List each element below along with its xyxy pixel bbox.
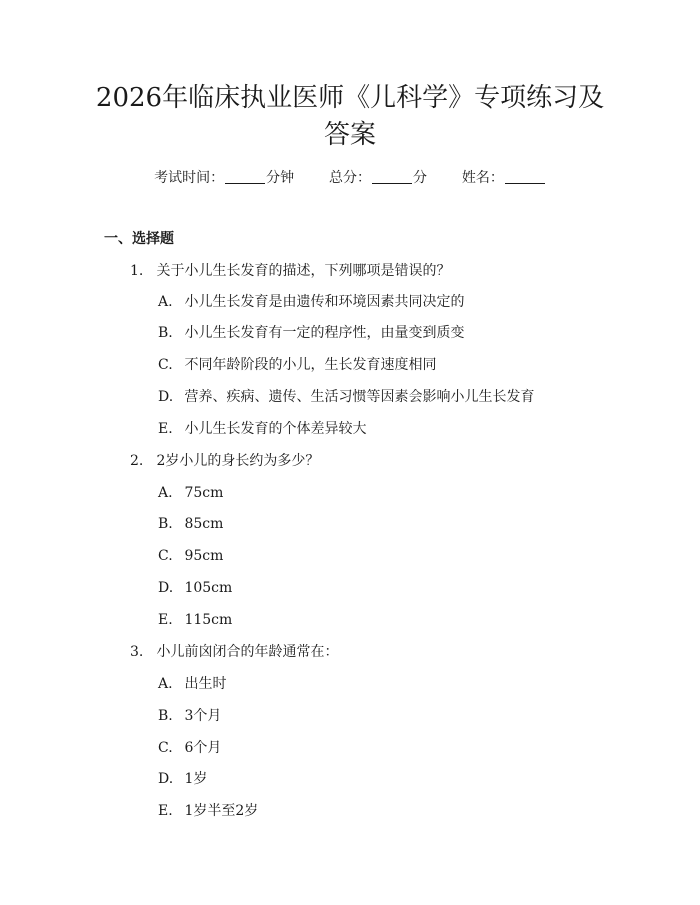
option-letter: A. — [158, 676, 173, 692]
option-letter: E. — [158, 612, 173, 628]
q3-option-a — [158, 674, 226, 694]
question-text: 小儿前囟闭合的年龄通常在： — [156, 644, 339, 660]
question-1 — [130, 261, 450, 281]
option-letter: D. — [158, 389, 174, 405]
total-score-unit: 分 — [413, 170, 427, 186]
question-number: 2. — [130, 453, 144, 469]
name-label: 姓名： — [461, 170, 504, 186]
question-text: 2岁小儿的身长约为多少？ — [156, 453, 320, 469]
option-letter: C. — [158, 740, 173, 756]
q2-option-d — [158, 578, 232, 598]
exam-time-label: 考试时间： — [154, 170, 225, 186]
exam-time-unit: 分钟 — [266, 170, 295, 186]
option-text: 小儿生长发育有一定的程序性，由量变到质变 — [184, 325, 465, 341]
question-2 — [130, 451, 319, 471]
q2-option-a — [158, 483, 223, 503]
document-title-line-1: 2026年临床执业医师《儿科学》专项练习及 — [95, 83, 605, 113]
question-text: 关于小儿生长发育的描述，下列哪项是错误的？ — [156, 263, 451, 279]
q3-option-d — [158, 769, 207, 789]
option-letter: D. — [158, 771, 174, 787]
option-letter: E. — [158, 421, 173, 437]
q1-option-d — [158, 387, 534, 407]
option-letter: C. — [158, 548, 173, 564]
q3-option-c — [158, 738, 221, 758]
option-text: 小儿生长发育的个体差异较大 — [184, 421, 367, 437]
option-text: 105cm — [184, 580, 233, 596]
option-text: 出生时 — [184, 676, 227, 692]
option-letter: E. — [158, 803, 173, 819]
total-score-label: 总分： — [329, 170, 371, 186]
option-text: 85cm — [184, 516, 224, 532]
question-number: 1. — [130, 263, 144, 279]
option-letter: A. — [158, 294, 173, 310]
section-heading: 一、选择题 — [104, 231, 174, 247]
question-number: 3. — [130, 644, 144, 660]
option-text: 95cm — [184, 548, 224, 564]
option-text: 1岁半至2岁 — [184, 803, 259, 819]
option-text: 115cm — [184, 612, 233, 628]
document-title-line-2: 答案 — [323, 120, 376, 150]
option-text: 营养、疾病、遗传、生活习惯等因素会影响小儿生长发育 — [184, 389, 535, 405]
option-letter: B. — [158, 516, 173, 532]
option-letter: B. — [158, 325, 173, 341]
q3-option-b — [158, 706, 221, 726]
option-text: 75cm — [184, 485, 224, 501]
q2-option-e — [158, 610, 232, 630]
name-blank — [505, 169, 545, 184]
q3-option-e — [158, 801, 258, 821]
q2-option-b — [158, 514, 223, 534]
exam-time-blank — [225, 169, 265, 184]
q1-option-e — [158, 419, 366, 439]
q1-option-b — [158, 323, 464, 343]
option-text: 小儿生长发育是由遗传和环境因素共同决定的 — [184, 294, 465, 310]
q1-option-a — [158, 292, 464, 312]
option-letter: B. — [158, 708, 173, 724]
total-score-blank — [372, 169, 412, 184]
q2-option-c — [158, 546, 223, 566]
option-text: 6个月 — [184, 740, 222, 756]
option-text: 不同年龄阶段的小儿，生长发育速度相同 — [184, 357, 437, 373]
option-text: 1岁 — [184, 771, 208, 787]
question-3 — [130, 642, 338, 662]
option-letter: A. — [158, 485, 173, 501]
option-letter: D. — [158, 580, 174, 596]
option-text: 3个月 — [184, 708, 222, 724]
option-letter: C. — [158, 357, 173, 373]
q1-option-c — [158, 355, 436, 375]
exam-info-bar — [0, 168, 700, 188]
